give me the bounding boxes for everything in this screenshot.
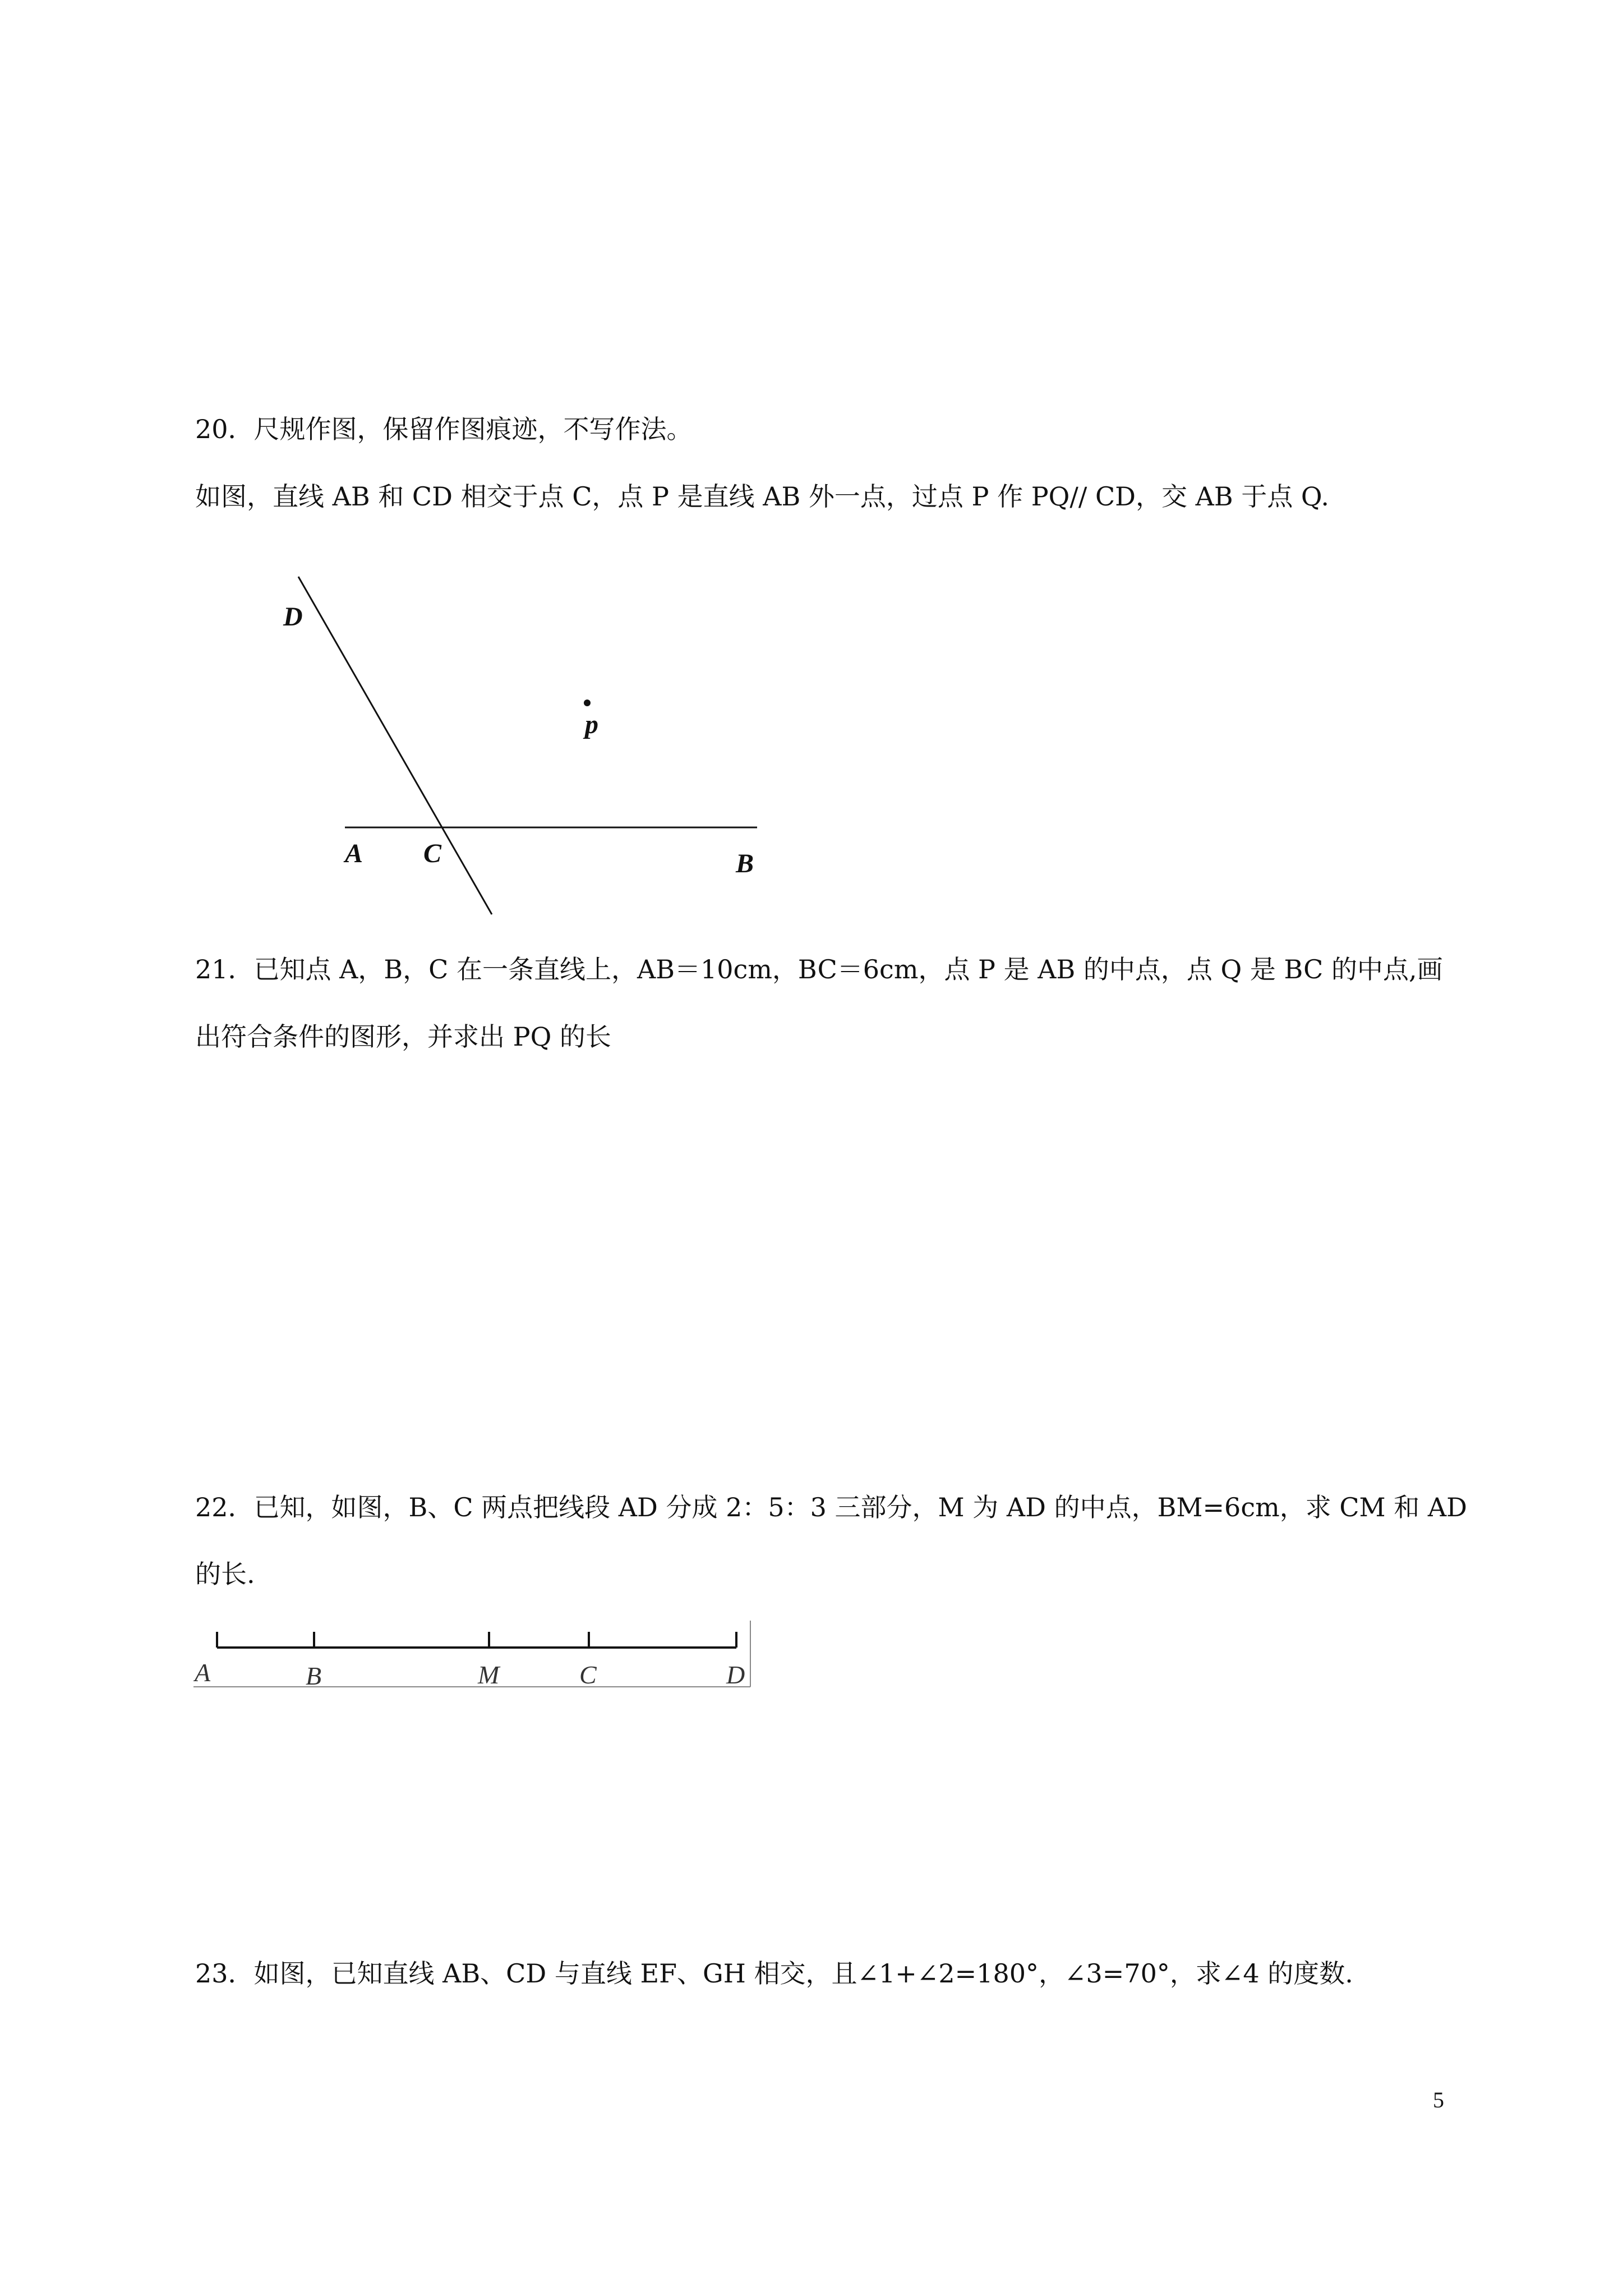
q22-figure (193, 1618, 757, 1694)
label-p: p (585, 710, 598, 739)
label-d: D (726, 1660, 745, 1689)
page-number: 5 (1433, 2087, 1444, 2113)
q20-text: 如图，直线 AB 和 CD 相交于点 C，点 P 是直线 AB 外一点，过点 P 作 PQ// CD，交 AB 于点 Q. (195, 481, 1329, 512)
q21-line1: 21．已知点 A，B，C 在一条直线上，AB＝10cm，BC＝6cm，点 P 是 AB 的中点，点 Q 是 BC 的中点,画 (195, 954, 1443, 984)
label-c: C (579, 1660, 597, 1689)
q23-text: 23．如图，已知直线 AB、CD 与直线 EF、GH 相交，且∠1+∠2=180°，∠3=70°，求∠4 的度数. (195, 1958, 1353, 1989)
line-dc (298, 577, 492, 914)
q21-line2: 出符合条件的图形，并求出 PQ 的长 (195, 1022, 611, 1052)
point-p-dot (584, 700, 591, 706)
q22-line2: 的长. (195, 1559, 255, 1589)
label-b: B (306, 1662, 322, 1690)
q22-line1: 22．已知，如图，B、C 两点把线段 AD 分成 2：5：3 三部分，M 为 AD 的中点，BM=6cm，求 CM 和 AD (195, 1492, 1467, 1522)
label-m: M (478, 1660, 500, 1689)
label-c: C (423, 839, 442, 868)
label-a: A (345, 839, 363, 868)
label-d: D (283, 602, 303, 632)
label-b: B (736, 849, 754, 878)
label-a: A (195, 1658, 211, 1687)
q20-figure (269, 567, 774, 926)
q20-title: 20．尺规作图，保留作图痕迹，不写作法。 (195, 414, 693, 444)
